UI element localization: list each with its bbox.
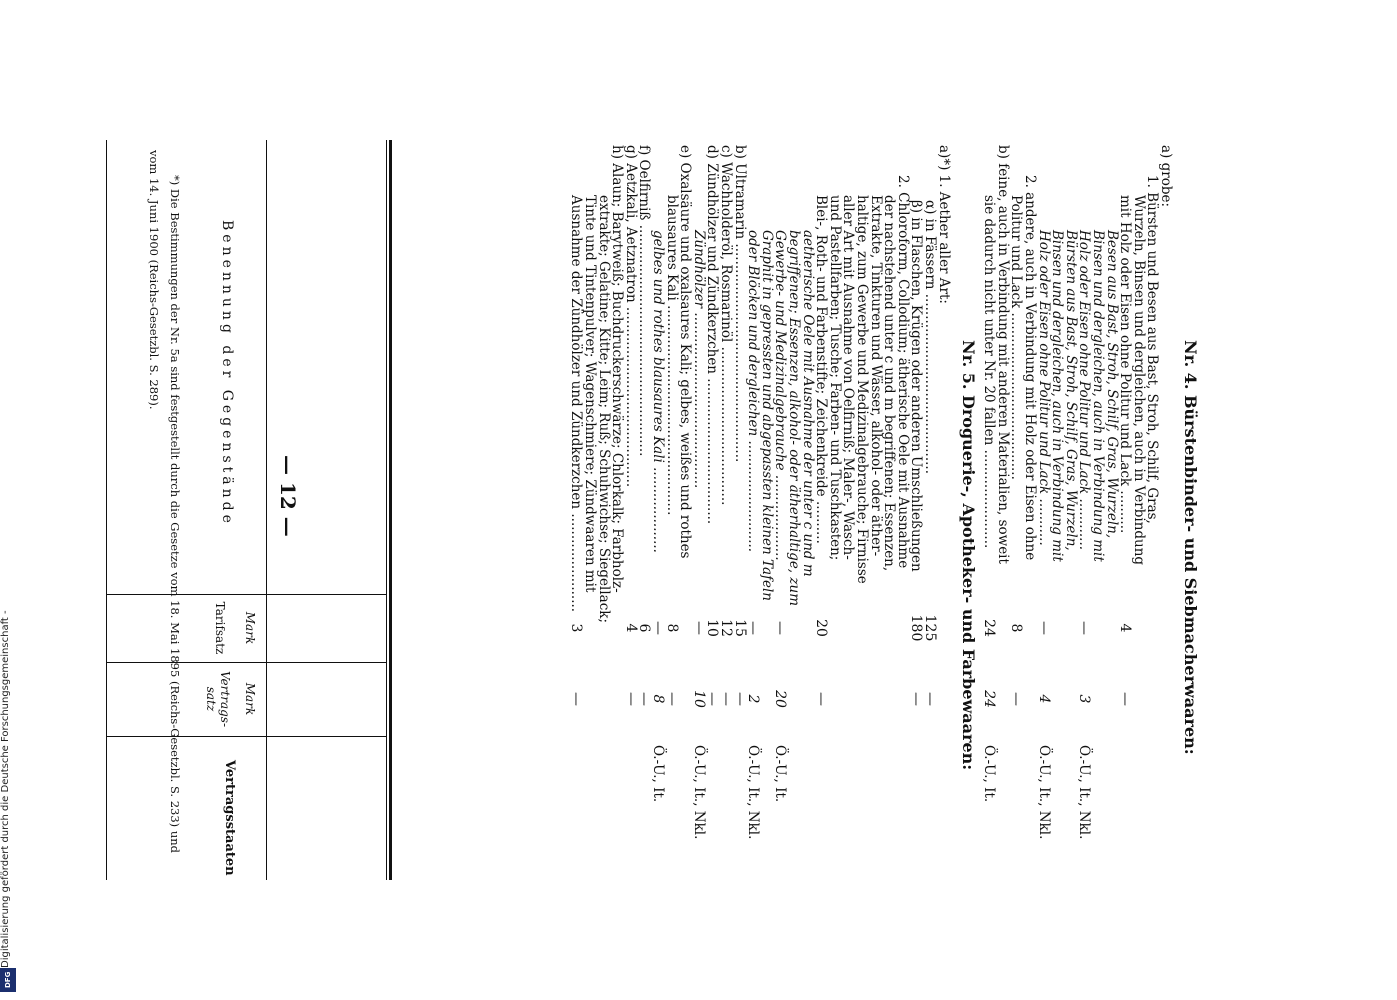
side-note: Digitalisierung gefördert durch die Deutsche Forschungsgemeinschaft - [0, 610, 11, 968]
item-line: Tinte und Tintenpulver; Wagenschmiere; Zündwaaren mit [582, 195, 598, 593]
item-line: a) grobe: [1158, 145, 1174, 208]
table-top-rule-thin [386, 140, 387, 880]
item-line: begriffenen; Essenzen, alkohol- oder ätherhaltige, zum [786, 230, 802, 606]
footnote-line-2: vom 14. Juni 1900 (Reichs-Gesetzbl. S. 289). [147, 150, 161, 410]
section-heading: Nr. 4. Bürstenbinder- und Siebmacherwaaren: [1181, 340, 1200, 755]
vertragssatz-value: 20 [772, 690, 789, 708]
item-line: Gewerbe- und Medizinalgebrauche .................... [772, 230, 789, 561]
item-line: b) feine, auch in Verbindung mit anderen Materialien, soweit [994, 145, 1011, 564]
vertragssatz-value: — [1008, 692, 1025, 706]
item-line: blausaures Kali ................................................. [663, 195, 680, 516]
tarifsatz-value: 8 [663, 623, 680, 633]
item-line: b) Ultramarin ................................................... [731, 145, 748, 463]
item-line: oder Blöcken und dergleichen .......................... [745, 230, 762, 553]
item-line: β) in Flaschen, Krügen oder anderen Umschließungen [908, 200, 925, 572]
item-line: Politur und Lack ....................................... [1008, 195, 1025, 480]
item-line: f) Oelfirniß ...................................................... [636, 145, 653, 457]
item-line: h) Alaun; Barytweiß; Buchdruckerschwärze; Chlorkalk; Farbholz- [609, 145, 626, 593]
item-line: gelbes und rothes blausaures Kali .................... [650, 230, 666, 553]
item-line: Bürsten aus Bast, Stroh, Schilf, Gras, Wurzeln, [1062, 230, 1079, 551]
table-bottom-rule [106, 140, 107, 880]
item-line: Graphit in gepressten und abgepassten kleinen Tafeln [758, 230, 775, 601]
vertragssatz-value: — [922, 692, 938, 706]
footnote-line-1: *) Die Bestimmungen der Nr. 5a sind festgestellt durch die Gesetze vom 18. Mai 1895 (Reichs-Gesetzbl. S. 233) und [168, 175, 182, 853]
table-top-rule [389, 140, 392, 880]
item-line: und Pastellfarben; Tusche; Farben- und Tuschkasten; [826, 195, 843, 561]
item-line: sie dadurch nicht unter Nr. 20 fallen ....................... [981, 195, 998, 549]
vertragsstaaten-value: Ö.-U., It. [772, 745, 789, 803]
tarifsatz-value: — [772, 621, 789, 635]
item-line: Holz oder Eisen ohne Politur und Lack ........... [1035, 230, 1052, 546]
item-line: e) Oxalsäure und oxalsaures Kali; gelbes, weißes und rothes [677, 145, 694, 559]
tarifsatz-value: 3 [568, 623, 585, 633]
vertragssatz-value: — [718, 692, 734, 706]
vertragssatz-value: — [704, 692, 721, 706]
header-tarifsatz-unit: Mark [243, 611, 257, 645]
vertragssatz-value: — [663, 692, 680, 706]
vertragsstaaten-value: Ö.-U., It. [981, 745, 998, 803]
item-line: mit Holz oder Eisen ohne Politur und Lack .......... [1117, 195, 1134, 534]
item-line: 2. andere, auch in Verbindung mit Holz oder Eisen ohne [1022, 175, 1038, 561]
item-line: 1. Bürsten und Besen aus Bast, Stroh, Schilf, Gras, [1144, 175, 1161, 524]
col-rule-2 [107, 662, 387, 663]
header-vertragssatz-unit: Mark [243, 682, 257, 716]
item-line: d) Zündhölzer und Zündkerzchen .................................. [704, 145, 721, 525]
vertragssatz-value: — [908, 692, 925, 706]
vertragssatz-value: 10 [690, 690, 707, 708]
vertragssatz-value: — [636, 692, 653, 706]
vertragssatz-value: — [813, 692, 830, 706]
item-line: Zündhölzer ......................................... [690, 230, 707, 489]
vertragsstaaten-value: Ö.-U., It., Nkl. [745, 745, 762, 840]
col-rule-3 [107, 736, 387, 737]
item-line: Wurzeln, Binsen und dergleichen, auch in Verbindung [1130, 195, 1147, 566]
item-line: aller Art mit Ausnahme von Oelfirniß; Maler-, Wasch- [840, 195, 857, 560]
vertragssatz-value: 8 [650, 694, 666, 704]
section-heading: Nr. 5. Droguerie-, Apotheker- und Farbewaaren: [958, 340, 978, 771]
vertragssatz-value: 3 [1076, 694, 1093, 704]
tarifsatz-value: — [650, 621, 666, 635]
vertragsstaaten-value: Ö.-U., It., Nkl. [690, 745, 707, 840]
tarifsatz-value: — [690, 621, 707, 635]
tarifsatz-value: 6 [636, 623, 653, 633]
item-line: Blei-, Roth- und Farbenstifte; Zeichenkreide .......... [813, 195, 830, 544]
header-vertragsstaaten: Vertragsstaaten [222, 760, 237, 876]
item-line: Extrakte, Tinkturen und Wässer, alkohol- oder äther- [867, 195, 884, 557]
item-line: Binsen und dergleichen, auch in Verbindung mit [1049, 230, 1066, 562]
item-line: α) in Fässern .......................................... [922, 200, 938, 474]
tarifsatz-value: 4 [622, 623, 639, 633]
vertragssatz-value: — [622, 692, 639, 706]
tarifsatz-value: 125 [922, 614, 938, 642]
item-line: aetherische Oele mit Ausnahme der unter c und m [799, 230, 816, 577]
header-vertragssatz: Vertrags-satz [204, 670, 232, 727]
tarifsatz-value: 24 [981, 619, 998, 637]
tarifsatz-value: 10 [704, 619, 721, 637]
tarifsatz-value: — [745, 621, 762, 635]
item-line: g) Aetzkali, Aetznatron .......................................... [622, 145, 639, 488]
header-bottom-rule [266, 140, 267, 880]
header-tarifsatz: Tarifsatz [213, 601, 227, 655]
vertragsstaaten-value: Ö.-U., It., Nkl. [1035, 745, 1052, 840]
item-line: extrakte; Gelatine; Kitte; Leim; Ruß; Schuhwichse; Siegellack; [595, 195, 612, 624]
vertragssatz-value: — [731, 692, 748, 706]
vertragsstaaten-value: Ö.-U., It., Nkl. [1076, 745, 1093, 840]
tarifsatz-value: 12 [718, 619, 734, 637]
vertragssatz-value: 2 [745, 694, 762, 704]
tarifsatz-value: — [1035, 621, 1052, 635]
vertragsstaaten-value: Ö.-U., It. [650, 745, 666, 803]
header-benennung: Benennung der Gegenstände [219, 220, 235, 527]
tarifsatz-value: 8 [1008, 623, 1025, 633]
tarifsatz-value: 4 [1117, 623, 1134, 633]
vertragssatz-value: — [1117, 692, 1134, 706]
item-line: Binsen und dergleichen, auch in Verbindung mit [1090, 230, 1106, 562]
item-line: Ausnahme der Zündhölzer und Zündkerzchen ....................... [568, 195, 585, 613]
item-line: Holz oder Eisen ohne Politur und Lack ............ [1076, 230, 1093, 551]
vertragssatz-value: 4 [1035, 694, 1052, 704]
vertragssatz-value: 24 [981, 690, 998, 708]
page-number: — 12 — [276, 455, 300, 537]
vertragssatz-value: — [568, 692, 585, 706]
item-line: haltige, zum Gewerbe und Medizinalgebrauche; Firnisse [854, 195, 870, 584]
tarifsatz-value: 15 [731, 619, 748, 637]
dfg-logo [0, 968, 16, 992]
item-line: a)*) 1. Aether aller Art: [935, 145, 952, 304]
item-line: 2. Chloroform, Collodium; ätherische Oele mit Ausnahme [894, 175, 911, 569]
item-line: der nachstehend unter c und m begriffenen; Essenzen, [881, 195, 898, 572]
col-rule-1 [107, 594, 387, 595]
tarifsatz-value: 20 [813, 619, 830, 637]
tarifsatz-value: 180 [908, 614, 925, 642]
dfg-logo-text: DFG [4, 971, 12, 989]
item-line: c) Wachholderöl, Rosmarinöl ..................................... [718, 145, 734, 506]
item-line: Besen aus Bast, Stroh, Schilf, Gras, Wurzeln, [1103, 230, 1120, 539]
tarifsatz-value: — [1076, 621, 1093, 635]
